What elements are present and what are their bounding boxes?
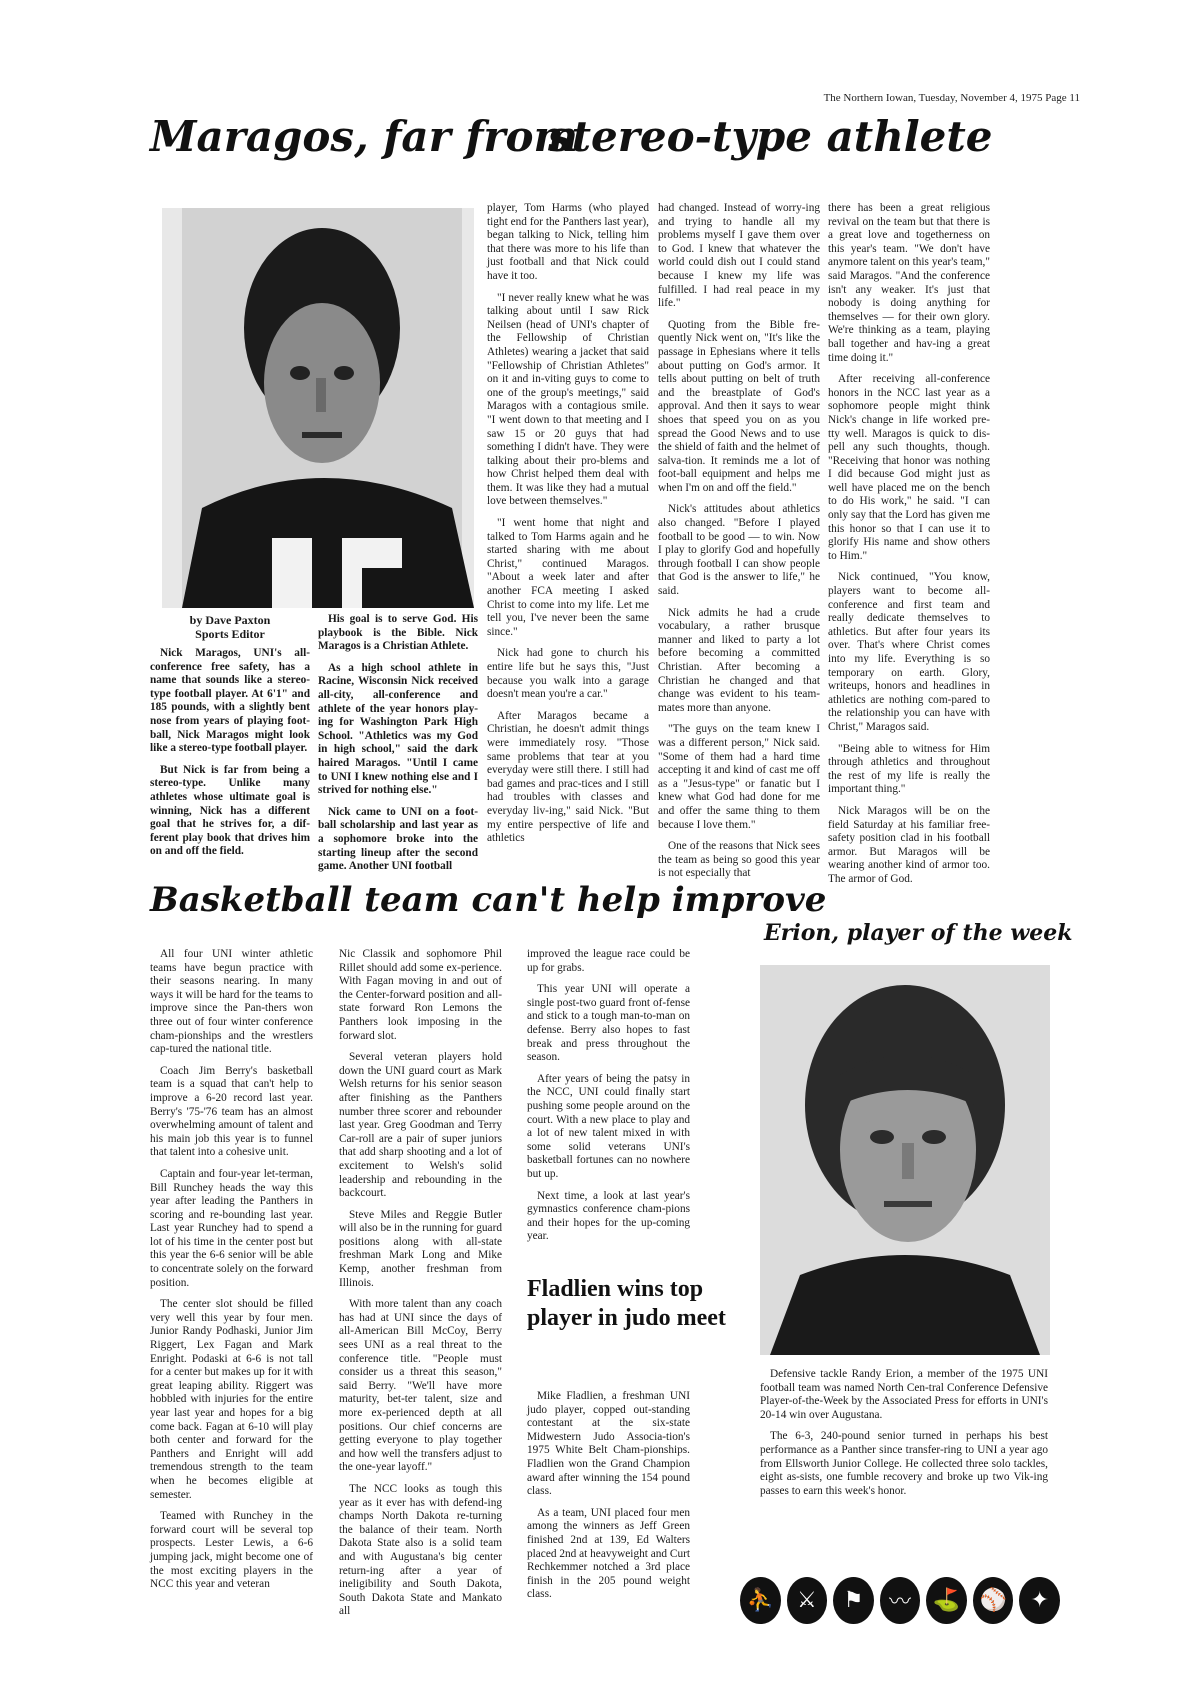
- basketball-icon: ⛹: [740, 1577, 781, 1624]
- paragraph: The NCC looks as tough this year as it ever has with defend-ing champs North Dakota re-turning the balance of their team. North Dakota State also is a solid team and with Augustana's big center return-ing after a year of ineligibility and South Dakota, South Dakota State and Mankato all: [339, 1482, 502, 1618]
- headline-maragos-part2: stereo-type athlete: [548, 112, 993, 161]
- paragraph: But Nick is far from being a stereo-type. Unlike many athletes whose ultimate goal is winning, Nick has a different goal that he strives for, a dif-ferent play book that drives him on and off the field.: [150, 763, 310, 858]
- swimming-icon: 〰: [880, 1577, 921, 1624]
- paragraph: Nick continued, "You know, players want to become all-conference and first team and really dedicate themselves to athletics. But after four years its over. That's where Christ comes into my life. Everything is so temporary on earth. Glory, writeups, honors and headlines in athletics are nothing com-pared to the relationship you can have with Christ," Maragos said.: [828, 571, 990, 733]
- paragraph: player, Tom Harms (who played tight end for the Panthers last year), began talking to Nick, telling him that there was more to his life than just football and that Nick could have it too.: [487, 202, 649, 282]
- paragraph: Quoting from the Bible fre-quently Nick went on, "It's like the passage in Ephesians where it tells about putting on God's armor. It tells about putting on belt of truth and the breastplate of God's approval. And then it says to wear shoes that speed you on as you spread the Good News and to use the shield of faith and the helmet of salva-tion. It reminds me a lot of foot-ball equipment and helps me when I'm on and off the field.": [658, 318, 820, 494]
- paragraph: After Maragos became a Christian, he doesn't admit things were immediately rosy. "Those same problems that tear at you everyday were still there. I still had bad games and prac-tices and I still had troubles with classes and everyday liv-ing," said Nick. "But my entire perspective of life and athletics: [487, 709, 649, 845]
- paragraph: One of the reasons that Nick sees the team as being so good this year is not especially that: [658, 840, 820, 880]
- paragraph: Nick Maragos will be on the field Saturday at his familiar free-safety position clad in his football armor. But Maragos will be wearing another kind of armor too. The armor of God.: [828, 804, 990, 885]
- byline: [150, 613, 310, 641]
- wrestling-icon: ⚔: [787, 1577, 828, 1624]
- maragos-column-1: [150, 613, 310, 867]
- headline-judo: Fladlien wins top player in judo meet: [527, 1276, 726, 1331]
- basketball-column-1: [150, 948, 313, 1600]
- dateline: The Northern Iowan, Tuesday, November 4, 1975 Page 11: [823, 92, 1080, 104]
- headline-basketball: Basketball team can't help improve: [150, 880, 827, 920]
- paragraph: After receiving all-conference honors in the NCC last year as a sophomore people might think Nick's change in life worked pre-tty well. Maragos is quick to dis-pell any such thoughts, though. "Receiving that honor was nothing I did because God might just as well have placed me on the bench to do His work," he said. "I can only say that the Lord has given me this honor so that I can use it to glorify His name and show others to Him.": [828, 373, 990, 562]
- basketball-column-3: [527, 948, 690, 1252]
- paragraph: Teamed with Runchey in the forward court will be several top prospects. Lester Lewis, a 6-6 jumping jack, might become one of the most exciting players in the NCC this year and veteran: [150, 1510, 313, 1591]
- photo-nick-maragos: [162, 208, 474, 608]
- photo-randy-erion: [760, 965, 1050, 1355]
- paragraph: His goal is to serve God. His playbook is the Bible. Nick Maragos is a Christian Athlete.: [318, 613, 478, 653]
- paragraph: This year UNI will operate a single post-two guard front of-fense and stick to a tough man-to-man on defense. Berry also hopes to fast break and press throughout the season.: [527, 983, 690, 1064]
- paragraph: Defensive tackle Randy Erion, a member of the 1975 UNI football team was named North Cen-tral Conference Defensive Player-of-the-Week by the Associated Press for efforts in UNI's 20-14 win over Augustana.: [760, 1368, 1048, 1421]
- judo-article-body: [527, 1390, 690, 1610]
- paragraph: "I never really knew what he was talking about until I saw Rick Neilsen (head of UNI's chapter of the Fellowship of Christian Athletes) wearing a jacket that said "Fellowship of Christian Athletes" on it and in-viting guys to come to one of the group's meetings," said Maragos with a contagious smile. "I went down to that meeting and I saw 15 or 20 guys that had something I didn't have. They were talking about their pro-blems and how Christ helped them deal with them. It was like they had a mutual love between themselves.": [487, 291, 649, 508]
- paragraph: Mike Fladlien, a freshman UNI judo player, copped out-standing contestant at the six-state Midwestern Judo Associa-tion's 1975 White Belt Cham-pionships. Fladlien won the Grand Champion award after winning the 154 pound class.: [527, 1390, 690, 1498]
- paragraph: Captain and four-year let-terman, Bill Runchey heads the way this year after leading the Panthers in scoring and re-bounding last year. Last year Runchey had to spend a lot of his time in the center post but this year the 6-6 senior will be able to concentrate solely on the forward position.: [150, 1167, 313, 1289]
- paragraph: With more talent than any coach has had at UNI since the days of all-American Bill McCoy, Berry sees UNI as a real threat to the conference title. "People must consider us a threat this season," said Berry. "We'll have more maturity, bet-ter talent, size and more ex-perienced depth at all positions. Our chief concerns are getting everyone to play together and how well the transfers adjust to the one-year layoff.": [339, 1298, 502, 1474]
- paragraph: "I went home that night and talked to Tom Harms again and he started sharing with me about Christ," continued Maragos. "About a week later and after another FCA meeting I asked Christ to come into my life. Let me tell you, I've never been the same since.": [487, 517, 649, 638]
- sports-icons-row: [740, 1577, 1060, 1627]
- paragraph: "Being able to witness for Him through athletics and throughout the rest of my life is really the important thing.": [828, 742, 990, 796]
- maragos-column-5: [828, 202, 990, 895]
- paragraph: Nick had gone to church his entire life but he says this, "Just because you walk into a garage doesn't mean you're a car.": [487, 647, 649, 701]
- headline-erion: Erion, player of the week: [764, 920, 1073, 946]
- paragraph: The 6-3, 240-pound senior turned in perhaps his best performance as a Panther since transfer-ring to UNI a year ago from Ellsworth Junior College. He collected three solo tackles, eight as-sists, one fumble recovery and broke up two Vik-ing passes to earn this week's honor.: [760, 1430, 1048, 1497]
- paragraph: Steve Miles and Reggie Butler will also be in the running for guard positions along with all-state freshman Mark Long and Mike Kemp, another freshman from Illinois.: [339, 1208, 502, 1289]
- paragraph: All four UNI winter athletic teams have begun practice with their seasons nearing. In many ways it will be hard for the teams to improve since the Pan-thers won three out of four winter conference cham-pionships and the wrestlers cap-tured the national title.: [150, 948, 313, 1056]
- paragraph: Nick's attitudes about athletics also changed. "Before I played football to be good — to win. Now I play to glorify God and hopefully through football I can show people that God is the answer to life," he said.: [658, 503, 820, 598]
- paragraph: had changed. Instead of worry-ing and trying to handle all my problems myself I gave them over to God. I knew that whatever the world could dish out I could stand because I knew my life was fulfilled. I had real peace in my life.": [658, 202, 820, 310]
- maragos-column-2: [318, 613, 478, 882]
- paragraph: After years of being the patsy in the NCC, UNI could finally start pushing some people around on the court. With a new place to play and a lot of new talent mixed in with some solid veterans UNI's basketball fortunes can no nowhere but up.: [527, 1072, 690, 1180]
- byline-author: by Dave Paxton: [189, 613, 271, 627]
- golf-icon: ⛳: [926, 1577, 967, 1624]
- paragraph: As a high school athlete in Racine, Wisconsin Nick received all-city, all-conference and athlete of the year honors play-ing for Washington Park High School. "Athletics was my God in high school," said the dark haired Maragos. "Until I came to UNI I knew nothing else and I strived for nothing else.": [318, 661, 478, 797]
- byline-title: Sports Editor: [195, 627, 265, 641]
- paragraph: Nick Maragos, UNI's all-conference free safety, has a name that sounds like a stereo-type football player. At 6'1" and 185 pounds, with a slightly bent nose from years of playing foot-ball, Nick Maragos might look like a stereo-type football player.: [150, 647, 310, 755]
- basketball-column-2: [339, 948, 502, 1627]
- paragraph: Nic Classik and sophomore Phil Rillet should add some ex-perience. With Fagan moving in and out of the Center-forward position and all-state forward Ron Lemons the Panthers look imposing in the forward slot.: [339, 948, 502, 1042]
- paragraph: Several veteran players hold down the UNI guard court as Mark Welsh returns for his senior season after finishing as the Panthers number three scorer and rebounder last year. Greg Goodman and Terry Car-roll are a pair of super juniors that add sharp shooting and a lot of excitement to Welsh's solid leadership and rebounding in the backcourt.: [339, 1051, 502, 1200]
- erion-caption: [760, 1368, 1048, 1506]
- paragraph: improved the league race could be up for grabs.: [527, 948, 690, 974]
- gymnastics-icon: ✦: [1019, 1577, 1060, 1624]
- paragraph: there has been a great religious revival on the team but that there is a great love and togetherness on this year's team. "We don't have anymore talent on this year's team," said Maragos. "And the conference isn't any weaker. It's just that nobody is doing anything for themselves — for their own glory. We're thinking as a team, playing ball together and hav-ing a great time doing it.": [828, 202, 990, 364]
- paragraph: Nick admits he had a crude vocabulary, a rather brusque manner and liked to party a lot before becoming a committed Christian. After becoming a Christian he changed and that change was evident to his team-mates more than anyone.: [658, 606, 820, 714]
- paragraph: Next time, a look at last year's gymnastics conference cham-pions and their hopes for the up-coming year.: [527, 1189, 690, 1243]
- paragraph: "The guys on the team knew I was a different person," Nick said. "Some of them had a hard time accepting it and kind of cast me off as a "Jesus-type" or fanatic but I knew what God had done for me and offer the same thing to them because I love them.": [658, 723, 820, 831]
- paragraph: Coach Jim Berry's basketball team is a squad that can't help to improve a 6-20 record last year. Berry's '75-'76 team has an almost overwhelming amount of talent and his main job this year is to funnel that talent into a cohesive unit.: [150, 1064, 313, 1159]
- headline-maragos-part1: Maragos, far from: [150, 112, 578, 161]
- maragos-column-3: [487, 202, 649, 854]
- paragraph: Nick came to UNI on a foot-ball scholarship and last year as a sophomore broke into the starting lineup after the second game. Another UNI football: [318, 805, 478, 873]
- baseball-icon: ⚾: [973, 1577, 1014, 1624]
- paragraph: As a team, UNI placed four men among the winners as Jeff Green finished 2nd at 139, Ed Walters placed 2nd at heavyweight and Curt Rechkemmer notched a 3rd place finish in the 205 pound weight class.: [527, 1506, 690, 1601]
- track-icon: ⚑: [833, 1577, 874, 1624]
- paragraph: The center slot should be filled very well this year by four men. Junior Randy Podhaski, Junior Jim Riggert, Lex Fagan and Mark Enright. Podaski at 6-6 is not tall for a center but makes up for it with great leaping ability. Riggert was hobbled with injuries for the entire year last year and hopes for a big come back. Fagan at 6-10 will play both center and forward for the Panthers and Enright will add tremendous strength to the team when he becomes eligible at semester.: [150, 1298, 313, 1501]
- maragos-column-4: [658, 202, 820, 889]
